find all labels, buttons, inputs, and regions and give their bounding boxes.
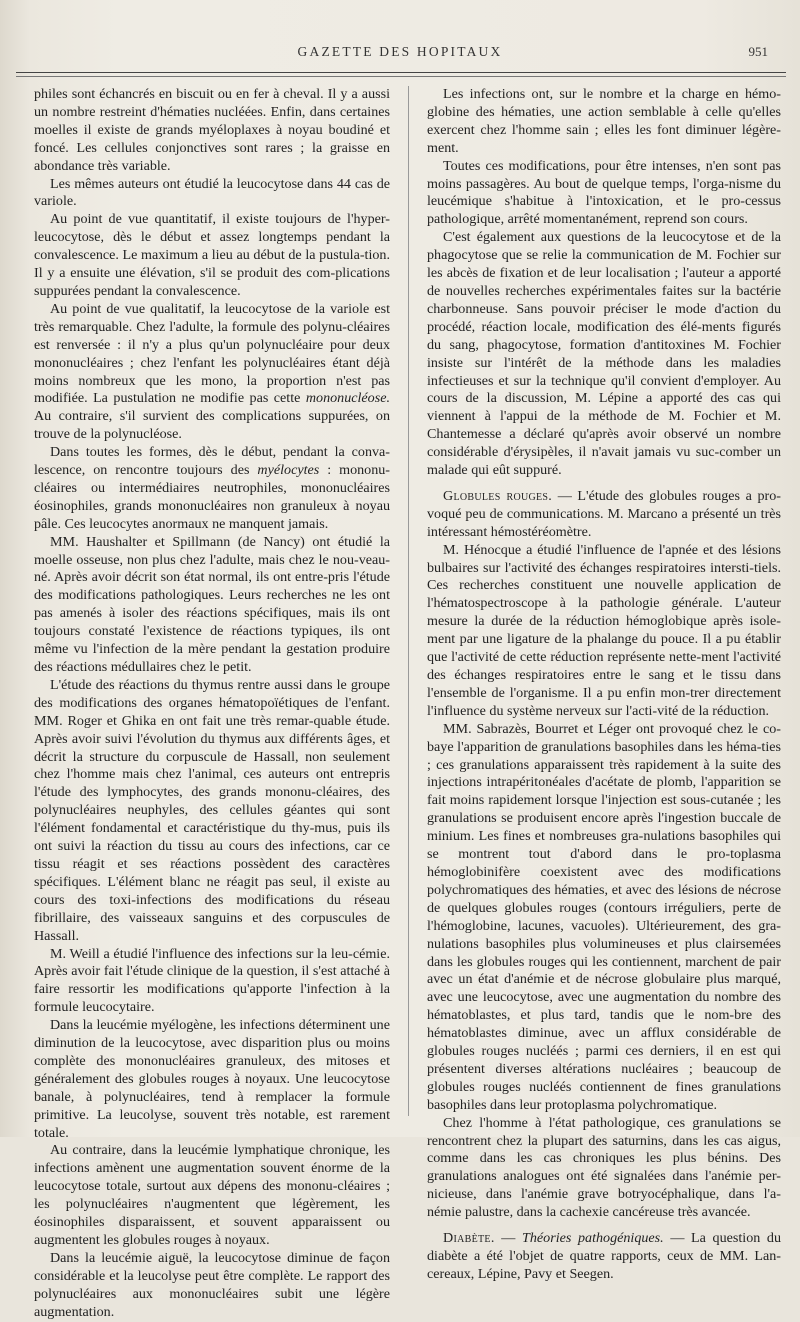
right-column	[427, 86, 781, 1284]
text-run: Dans toutes les formes, dès le début, pendant la conva-lescence, on rencontre toujours des	[34, 444, 390, 479]
column-divider	[408, 86, 409, 1116]
page-header	[20, 44, 780, 66]
text-run: —	[494, 1230, 523, 1247]
paragraph: Toutes ces modifications, pour être intenses, n'en sont pas moins passagères. Au bout de quelque temps, l'orga-nisme du leucémique s'habitue à l'intoxication, et le pro-cessus pathologique, arrêté momentanément, reprend son cours.	[427, 157, 781, 228]
paragraph: MM. Haushalter et Spillmann (de Nancy) ont étudié la moelle osseuse, non plus chez l'adulte, mais chez le nou-veau-né. Après avoir décrit son état normal, ils ont entre-pris l'étude des modifications pathologiques. Leurs recherches ne les ont pas amenés à isoler des réactions spécifiques, mais ils ont toujours constaté l'existence de réactions typiques, ils ont même vu l'infection de la mère pendant la gestation produire des réactions médullaires chez le petit.	[34, 533, 390, 675]
running-title: GAZETTE DES HOPITAUX	[297, 44, 503, 59]
paragraph: M. Weill a étudié l'influence des infections sur la leu-cémie. Après avoir fait l'étude clinique de la question, il s'est attaché à faire ressortir les modifications qu'apporte l'infection à la formule leucocytaire.	[34, 945, 390, 1016]
paragraph	[34, 444, 390, 534]
header-rule-thin	[16, 76, 786, 77]
section-paragraph	[427, 1230, 781, 1284]
paragraph: philes sont échancrés en biscuit ou en fer à cheval. Il y a aussi un nombre restreint d'hématies nucléées. Enfin, dans certaines moelles il existe de grands myéloplaxes à noyau boudiné et foncé. Les cellules conjonctives sont rares ; la graisse en abondance très variable.	[34, 86, 390, 174]
paragraph: Les mêmes auteurs ont étudié la leucocytose dans 44 cas de variole.	[34, 175, 390, 210]
left-column	[34, 86, 390, 1322]
section-paragraph	[427, 488, 781, 542]
paragraph: Dans la leucémie aiguë, la leucocytose diminue de façon considérable et la leucolyse peut être complète. Le rapport des polynucléaires aux mononucléaires subit une légère augmentation.	[34, 1249, 390, 1320]
paragraph: Dans la leucémie myélogène, les infections déterminent une diminution de la leucocytose, avec disparition plus ou moins complète des mononucléaires granuleux, des mitoses et généralement des globules rouges à noyaux. Une leucocytose banale, à polynucléaires, tend à remplacer la formule primitive. La leucolyse, souvent très notable, est rarement totale.	[34, 1017, 390, 1141]
text-run: — La question du diabète a été l'objet de quatre rapports, ceux de MM. Lan-cereaux, Lépine, Pavy et Seegen.	[427, 1230, 782, 1282]
paragraph: Chez l'homme à l'état pathologique, ces granulations se rencontrent chez la plupart des saturnins, dans les cas aigus, comme dans les cas chroniques les plus bénins. Des granulations analogues ont été signalées dans l'anémie per-nicieuse, dans l'anémie grave botryocéphalique, dans l'a-némie palustre, dans la cachexie cancéreuse très avancée.	[427, 1114, 781, 1221]
text-run: — L'étude des globules rouges a pro-voqué peu de communications. M. Marcano a présenté un très intéressant hémostéréomètre.	[427, 487, 781, 540]
text-run: Au point de vue qualitatif, la leucocytose de la variole est très remarquable. Chez l'adulte, la formule des polynu-cléaires est renversée : il n'y a plus qu'un polynucléaire pour deux mononucléaires ; chez l'enfant les polynucléaires étant déjà moins nombreux que les mono, la proportion n'est pas modifiée. La pustulation ne modifie pas cette	[34, 300, 390, 407]
text-run: Au contraire, s'il survient des complications suppurées, on trouve de la polynucléose.	[34, 408, 390, 443]
page-number: 951	[748, 44, 768, 59]
paragraph: Au contraire, dans la leucémie lymphatique chronique, les infections amènent une augmentation souvent énorme de la leucocytose totale, surtout aux dépens des mononu-cléaires ; les polynucléaires n'augmentent que légèrement, les éosinophiles disparaissent, et souvent apparaissent ou augmentent les globules rouges à noyaux.	[34, 1142, 390, 1248]
italic-term: myélocytes	[257, 462, 320, 479]
paragraph: M. Hénocque a étudié l'influence de l'apnée et des lésions bulbaires sur l'activité des échanges respiratoires intersti-tiels. Ces recherches constituent une nouvelle application de l'hématospectroscope à la pathologie générale. L'auteur mesure la durée de la réduction hémoglobique après isole-ment par une ligature de la phalange du pouce. Il a pu établir que l'activité de cette réduction représente nette-ment l'activité des échanges respiratoires entre le sang et le tissu dans l'ensemble de l'organisme. Il a pu enfin mon-trer directement l'influence du système nerveux sur l'acti-vité de la réduction.	[427, 541, 781, 719]
italic-term: mononucléose.	[305, 390, 390, 407]
section-heading: Diabète.	[443, 1230, 495, 1247]
italic-subheading: Théories pathogéniques.	[522, 1230, 664, 1247]
paragraph: Au point de vue quantitatif, il existe toujours de l'hyper-leucocytose, dès le début et assez longtemps pendant la convalescence. Le maximum a lieu au début de la pustula-tion. Il y a ensuite une élévation, s'il se produit des com-plications suppurées pendant la convalescence.	[34, 211, 390, 299]
paragraph	[34, 301, 390, 444]
paragraph: MM. Sabrazès, Bourret et Léger ont provoqué chez le co-baye l'apparition de granulations basophiles dans les héma-ties ; ces granulations apparaissent très rapidement à la suite des injections intrapéritonéales d'acétate de plomb, l'apparition se fait moins rapidement lorsque l'injection est sous-cutanée ; les granulations se produisent encore après l'ingestion buccale de minium. Les fines et nombreuses gra-nulations basophiles qui se montrent tout d'abord dans le pro-toplasma hémoglobinifère coexistent avec des modifications polychromatiques des hématies, et avec des lésions de nécrose de quelques globules rouges (contours irréguliers, perte de l'hémoglobine, lacunes, vacuoles). Ultérieurement, des gra-nulations basophiles plus volumineuses et plus clairsemées dans les globules rouges qui les contiennent, marchent de pair avec un état d'anémie et de nécrose globulaire plus marqué, avec une leucocytose, avec une augmentation du nombre des hématoblastes, et plus tard, tandis que le nom-bre des hématoblastes diminue, avec un afflux considérable de globules rouges nucléés ; parmi ces derniers, il en est qui présentent diverses altérations nucléaires ; beaucoup de globules rouges nucléés contiennent de fines granulations basophiles dans leur protoplasma polychromatique.	[427, 720, 781, 1113]
section-heading: Globules rouges.	[443, 487, 553, 504]
paragraph: Les infections ont, sur le nombre et la charge en hémo-globine des hématies, une action semblable à celle qu'elles exercent chez l'homme sain ; elles les font diminuer légère-ment.	[427, 86, 781, 156]
text-run: : mononu-cléaires ou intermédiaires neutrophiles, mononucléaires éosinophiles, grands mononucléaires non granuleux à noyau pâle. Ces leucocytes anormaux ne manquent jamais.	[34, 462, 391, 532]
paragraph: L'étude des réactions du thymus rentre aussi dans le groupe des modifications des organes hématopoïétiques de l'enfant. MM. Roger et Ghika en ont fait une très remar-quable étude. Après avoir suivi l'évolution du thymus aux différents âges, et décrit la structure du corpuscule de Hassall, non seulement chez l'homme mais chez l'animal, ces auteurs ont entrepris l'étude des lymphocytes, des grands mononu-cléaires, des polynucléaires neuphyles, des cellules géantes qui sont l'élément fondamental et caractéristique du thy-mus, puis ils ont suivi la réaction du tissu au cours des infections, car ce tissu réagit et ses réactions possèdent des caractères spécifiques. L'élément blanc ne réagit pas seul, il existe au cours des toxi-infections des modifications du réseau fibrillaire, des vaisseaux sanguins et des corpuscules de Hassall.	[34, 676, 390, 944]
paragraph: C'est également aux questions de la leucocytose et de la phagocytose que se relie la communication de M. Fochier sur les abcès de fixation et de leur localisation ; l'auteur a apporté de nouvelles recherches expérimentales faites sur la bactérie charbonneuse. Sans pouvoir préciser le mode d'action du procédé, réaction locale, modification des élé-ments figurés du sang, phagocytose, formation d'antitoxines M. Fochier insiste sur l'intérêt de la méthode dans les maladies infectieuses et sur la technique qu'il convient d'employer. Au cours de la discussion, M. Lépine a apporté des cas qui viennent à l'appui de la méthode de M. Fochier et M. Chantemesse a déclaré qu'après avoir observé un nombre considérable d'érysipèles, il n'avait jamais vu suc-comber un malade qui eût suppuré.	[427, 229, 781, 479]
header-rule	[16, 72, 786, 73]
